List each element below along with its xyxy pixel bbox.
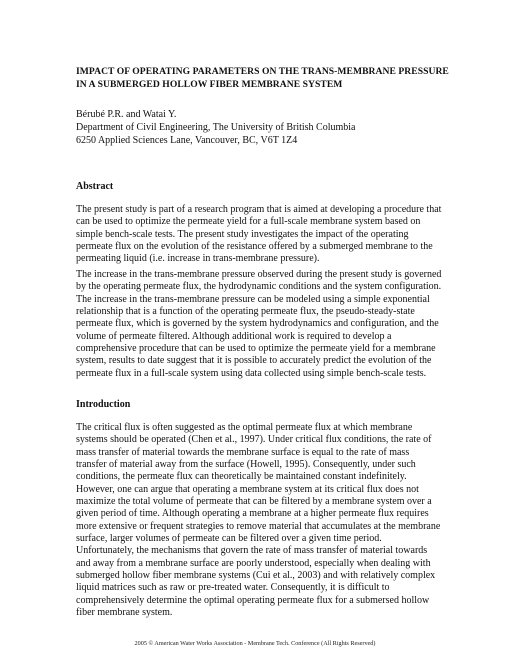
abstract-paragraph-1: The present study is part of a research program that is aimed at developing a procedure that can be used to optimize the permeate yield for a full-scale membrane system based on simple bench-scale tests. The present study investigates the impact of the operating permeate flux on the evolution of the resistance offered by a submerged membrane to the permeating liquid (i.e. increase in trans-membrane pressure). [76, 204, 442, 265]
abstract-heading: Abstract [76, 181, 114, 192]
author-address: 6250 Applied Sciences Lane, Vancouver, BC, V6T 1Z4 [76, 135, 298, 146]
author-block [76, 108, 456, 147]
author-names: Bérubé P.R. and Watai Y. [76, 109, 177, 120]
author-affiliation: Department of Civil Engineering, The University of British Columbia [76, 122, 356, 133]
copyright-footer: 2005 © American Water Works Association - Membrane Tech. Conference (All Rights Reserved) [134, 640, 376, 647]
introduction-heading: Introduction [76, 399, 131, 410]
abstract-paragraph-2: The increase in the trans-membrane pressure observed during the present study is governed by the operating permeate flux, the hydrodynamic conditions and the system configuration. The increase in the trans-membrane pressure can be modeled using a simple exponential relationship that is a function of the operating permeate flux, the pseudo-steady-state permeate flux, which is governed by the system hydrodynamics and configuration, and the volume of permeate filtered. Although additional work is required to develop a comprehensive procedure that can be used to optimize the permeate yield for a membrane system, results to date suggest that it is possible to accurately predict the evolution of the permeate flux in a full-scale system using data collected using simple bench-scale tests. [76, 269, 442, 379]
introduction-paragraph-1: The critical flux is often suggested as the optimal permeate flux at which membrane systems should be operated (Chen et al., 1997). Under critical flux conditions, the rate of mass transfer of material towards the membrane surface is equal to the rate of mass transfer of material away from the surface (Howell, 1995). Consequently, under such conditions, the permeate flux can theoretically be maintained constant indefinitely. However, one can argue that operating a membrane system at its critical flux does not maximize the total volume of permeate that can be filtered by a membrane system over a given period of time. Although operating a membrane at a higher permeate flux requires more extensive or frequent strategies to remove material that accumulates at the membrane surface, larger volumes of permeate can be filtered over a given time period. Unfortunately, the mechanisms that govern the rate of mass transfer of material towards and away from a membrane surface are poorly understood, especially when dealing with submerged hollow fiber membrane systems (Cui et al., 2003) and with relatively complex liquid matrices such as raw or pre-treated water. Consequently, it is difficult to comprehensively determine the optimal operating permeate flux for a submersed hollow fiber membrane system. [76, 422, 441, 619]
paper-title: IMPACT OF OPERATING PARAMETERS ON THE TRANS-MEMBRANE PRESSURE IN A SUBMERGED HOLLOW FIBER MEMBRANE SYSTEM [76, 66, 449, 90]
